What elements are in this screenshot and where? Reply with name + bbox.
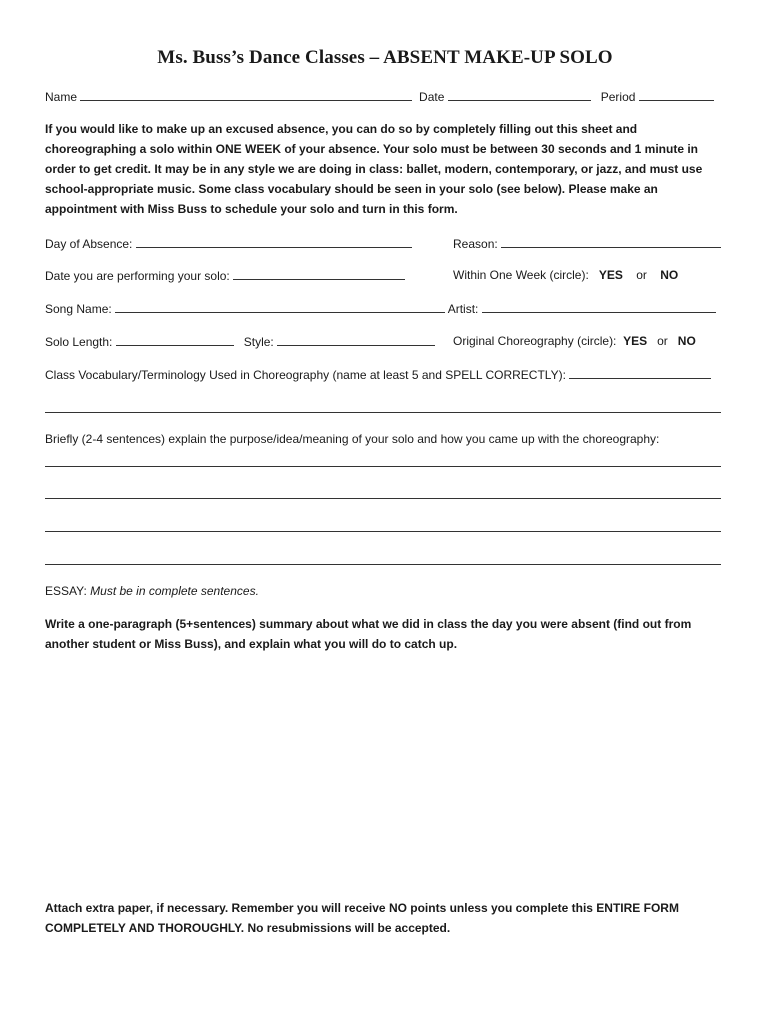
period-field[interactable]: [639, 89, 714, 101]
vocab-line-2[interactable]: [45, 412, 721, 413]
within-week-or: or: [636, 268, 647, 282]
essay-label: ESSAY:: [45, 584, 87, 598]
song-name-label: Song Name:: [45, 302, 112, 316]
period-label: Period: [600, 90, 636, 104]
solo-length-label: Solo Length:: [45, 335, 113, 349]
reason-label: Reason:: [453, 237, 498, 251]
vocab-prompt: Class Vocabulary/Terminology Used in Choreography (name at least 5 and SPELL CORRECTLY):: [45, 368, 566, 382]
day-of-absence-label: Day of Absence:: [45, 237, 133, 251]
date-label: Date: [419, 90, 445, 104]
solo-length-row: [45, 334, 435, 350]
vocab-row: [45, 367, 711, 383]
essay-note: Must be in complete sentences.: [90, 584, 259, 598]
page-title: Ms. Buss’s Dance Classes – ABSENT MAKE-UP SOLO: [157, 47, 613, 68]
name-field[interactable]: [80, 89, 412, 101]
essay-row: [45, 584, 259, 599]
intro-paragraph: If you would like to make up an excused absence, you can do so by completely filling out this sheet and choreographing a solo within ONE WEEK of your absence. Your solo must be between 30 seconds and 1 minute in order to get credit. It may be in any style we are doing in class: ballet, modern, contemporary, or jazz, and must use school-appropriate music. Some class vocabulary should be seen in your solo (see below). Please make an appointment with Miss Buss to schedule your solo and turn in this form.: [45, 122, 703, 216]
footer-note: Attach extra paper, if necessary. Remember you will receive NO points unless you complete this ENTIRE FORM COMPLETELY AND THOROUGHLY. No resubmissions will be accepted.: [45, 901, 679, 935]
original-choreo-label: Original Choreography (circle):: [453, 334, 617, 348]
explain-line-3[interactable]: [45, 531, 721, 532]
date-performing-row: [45, 268, 405, 284]
original-choreo-or: or: [657, 334, 668, 348]
date-field[interactable]: [448, 89, 591, 101]
explain-prompt: Briefly (2-4 sentences) explain the purpose/idea/meaning of your solo and how you came up with the choreography:: [45, 432, 660, 446]
artist-label: Artist:: [447, 302, 479, 316]
day-of-absence-field[interactable]: [136, 236, 412, 248]
explain-line-4[interactable]: [45, 564, 721, 565]
within-week-label: Within One Week (circle):: [453, 268, 589, 282]
solo-length-field[interactable]: [116, 334, 234, 346]
within-week-no[interactable]: NO: [660, 268, 679, 282]
reason-row: [453, 236, 721, 252]
original-choreo-no[interactable]: NO: [677, 334, 696, 348]
reason-field[interactable]: [501, 236, 721, 248]
name-row: [45, 89, 714, 105]
date-performing-label: Date you are performing your solo:: [45, 269, 230, 283]
song-name-field[interactable]: [115, 301, 445, 313]
vocab-field[interactable]: [569, 367, 711, 379]
within-week-row: [453, 268, 678, 283]
artist-field[interactable]: [482, 301, 716, 313]
within-week-yes[interactable]: YES: [598, 268, 623, 282]
day-of-absence-row: [45, 236, 412, 252]
original-choreo-yes[interactable]: YES: [623, 334, 648, 348]
original-choreo-row: [453, 334, 696, 349]
essay-instructions: Write a one-paragraph (5+sentences) summary about what we did in class the day you were absent (find out from another student or Miss Buss), and explain what you will do to catch up.: [45, 617, 692, 651]
style-field[interactable]: [277, 334, 435, 346]
explain-line-2[interactable]: [45, 498, 721, 499]
name-label: Name: [45, 90, 78, 104]
date-performing-field[interactable]: [233, 268, 405, 280]
song-name-row: [45, 301, 716, 317]
style-label: Style:: [243, 335, 274, 349]
explain-line-1[interactable]: [45, 466, 721, 467]
